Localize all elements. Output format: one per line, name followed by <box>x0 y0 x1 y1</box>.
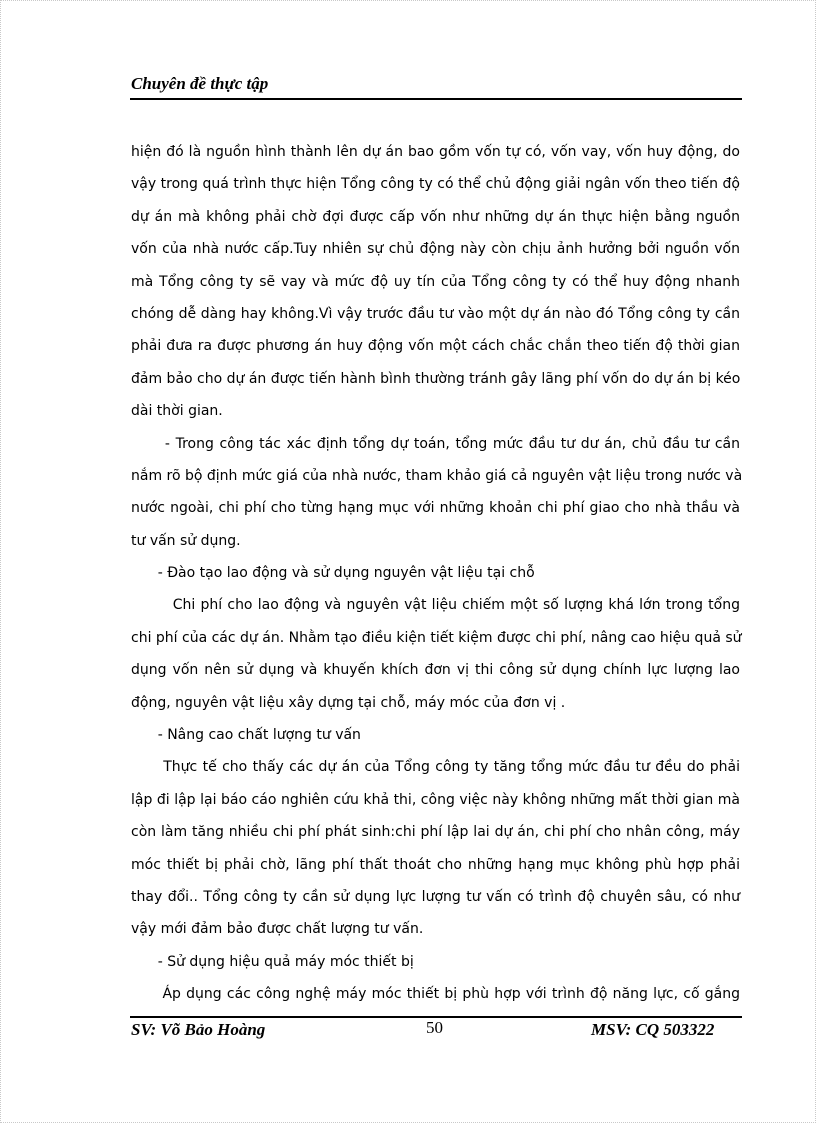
text-line: thay đổi.. Tổng công ty cần sử dụng lực lượng tư vấn có trình độ chuyên sâu, có như <box>131 888 740 905</box>
text-line: - Sử dụng hiệu quả máy móc thiết bị <box>131 953 414 970</box>
text-line: chi phí của các dự án. Nhằm tạo điều kiện tiết kiệm được chi phí, nâng cao hiệu quả sử <box>131 629 742 646</box>
text-line: đảm bảo cho dự án được tiến hành bình thường tránh gây lãng phí vốn do dự án bị kéo <box>131 370 741 387</box>
text-line: - Nâng cao chất lượng tư vấn <box>131 727 361 744</box>
header-title: Chuyên đề thực tập <box>131 74 269 93</box>
footer-student-name: SV: Võ Bảo Hoàng <box>131 1020 266 1039</box>
text-line: Áp dụng các công nghệ máy móc thiết bị phù hợp với trình độ năng lực, cố gắng <box>131 986 740 1003</box>
text-line: hiện đó là nguồn hình thành lên dự án bao gồm vốn tự có, vốn vay, vốn huy động, do <box>131 144 740 160</box>
text-line: vốn của nhà nước cấp.Tuy nhiên sự chủ động này còn chịu ảnh hưởng bởi nguồn vốn <box>131 241 740 258</box>
page-number: 50 <box>426 1018 443 1037</box>
text-line: dụng vốn nên sử dụng và khuyến khích đơn vị thi công sử dụng chính lực lượng lao <box>131 662 740 679</box>
text-line: - Trong công tác xác định tổng dự toán, tổng mức đầu tư dư án, chủ đầu tư cần <box>131 435 740 452</box>
text-line: Thực tế cho thấy các dự án của Tổng công ty tăng tổng mức đầu tư đều do phải <box>131 759 740 776</box>
text-line: - Đào tạo lao động và sử dụng nguyên vật liệu tại chỗ <box>131 565 535 582</box>
body-text <box>131 136 743 1011</box>
footer-student-id: MSV: CQ 503322 <box>591 1020 715 1039</box>
text-line: chóng dễ dàng hay không.Vì vậy trước đầu tư vào một dự án nào đó Tổng công ty cần <box>131 305 740 322</box>
text-line: dài thời gian. <box>131 403 223 420</box>
text-line: động, nguyên vật liệu xây dựng tại chỗ, máy móc của đơn vị . <box>131 694 566 711</box>
text-line: vậy trong quá trình thực hiện Tổng công ty có thể chủ động giải ngân vốn theo tiến độ <box>131 176 740 193</box>
text-line: móc thiết bị phải chờ, lãng phí thất thoát cho những hạng mục không phù hợp phải <box>131 856 740 873</box>
text-line: tư vấn sử dụng. <box>131 532 241 549</box>
text-line: Chi phí cho lao động và nguyên vật liệu chiếm một số lượng khá lớn trong tổng <box>131 597 740 614</box>
text-line: mà Tổng công ty sẽ vay và mức độ uy tín của Tổng công ty có thể huy động nhanh <box>131 273 740 290</box>
text-line: còn làm tăng nhiều chi phí phát sinh:chi phí lập lai dự án, chi phí cho nhân công, máy <box>131 824 740 841</box>
text-line: lập đi lập lại báo cáo nghiên cứu khả thi, công việc này không những mất thời gian mà <box>131 791 740 808</box>
text-line: nắm rõ bộ định mức giá của nhà nước, tham khảo giá cả nguyên vật liệu trong nước và <box>131 467 743 484</box>
text-line: vậy mới đảm bảo được chất lượng tư vấn. <box>131 921 424 938</box>
text-line: nước ngoài, chi phí cho từng hạng mục với những khoản chi phí giao cho nhà thầu và <box>131 500 740 517</box>
text-line: dự án mà không phải chờ đợi được cấp vốn như những dự án thực hiện bằng nguồn <box>131 208 740 225</box>
header-divider <box>130 98 742 100</box>
text-line: phải đưa ra được phương án huy động vốn một cách chắc chắn theo tiến độ thời gian <box>131 338 740 355</box>
